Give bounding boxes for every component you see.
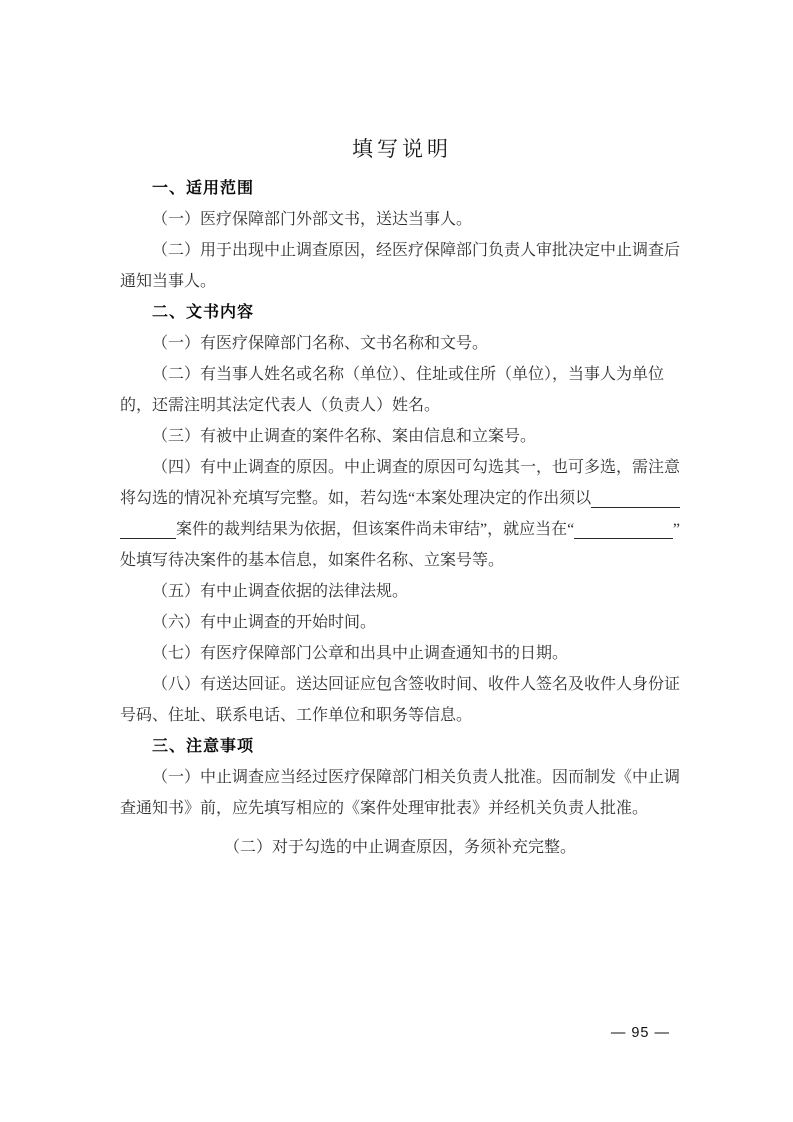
paragraph-line: （一）有医疗保障部门名称、文书名称和文号。	[152, 335, 489, 352]
paragraph-line: （二）对于勾选的中止调查原因，务须补充完整。	[223, 839, 576, 856]
paragraph-line: （六）有中止调查的开始时间。	[152, 614, 377, 631]
paragraph-text: 案件的裁判结果为依据，但该案件尚未审结”，就应当在“	[176, 521, 575, 538]
blank-underline	[574, 514, 673, 539]
paragraph-line: 处填写待决案件的基本信息，如案件名称、立案号等。	[120, 552, 505, 569]
paragraph-line: （一）医疗保障部门外部文书，送达当事人。	[152, 211, 473, 228]
document-body	[120, 137, 680, 863]
document-title: 填写说明	[352, 137, 452, 161]
paragraph-line: （四）有中止调查的原因。中止调查的原因可勾选其一，也可多选，需注意	[152, 459, 681, 476]
section-heading: 一、适用范围	[152, 180, 255, 197]
paragraph-line	[120, 514, 680, 545]
paragraph-line: （三）有被中止调查的案件名称、案由信息和立案号。	[152, 428, 537, 445]
paragraph-line: （二）有当事人姓名或名称（单位）、住址或住所（单位），当事人为单位	[152, 366, 665, 383]
section-heading: 三、注意事项	[152, 738, 255, 755]
paragraph-text: 将勾选的情况补充填写完整。如，若勾选“本案处理决定的作出须以	[120, 490, 592, 507]
paragraph-line: 查通知书》前，应先填写相应的《案件处理审批表》并经机关负责人批准。	[120, 800, 649, 817]
paragraph-line: （八）有送达回证。送达回证应包含签收时间、收件人签名及收件人身份证	[152, 676, 681, 693]
paragraph-line: （七）有医疗保障部门公章和出具中止调查通知书的日期。	[152, 645, 569, 662]
paragraph-line: 通知当事人。	[120, 273, 217, 290]
paragraph-line: （二）用于出现中止调查原因，经医疗保障部门负责人审批决定中止调查后	[152, 242, 681, 259]
paragraph-line: （一）中止调查应当经过医疗保障部门相关负责人批准。因而制发《中止调	[152, 769, 681, 786]
blank-underline	[591, 483, 680, 508]
blank-underline	[120, 514, 176, 539]
paragraph-line: 的，还需注明其法定代表人（负责人）姓名。	[120, 397, 441, 414]
page-number: — 95 —	[610, 1025, 670, 1041]
paragraph-line: 号码、住址、联系电话、工作单位和职务等信息。	[120, 707, 473, 724]
section-heading: 二、文书内容	[152, 304, 255, 321]
paragraph-line	[120, 483, 680, 514]
closing-quote: ”	[672, 521, 680, 538]
paragraph-line: （五）有中止调查依据的法律法规。	[152, 583, 409, 600]
